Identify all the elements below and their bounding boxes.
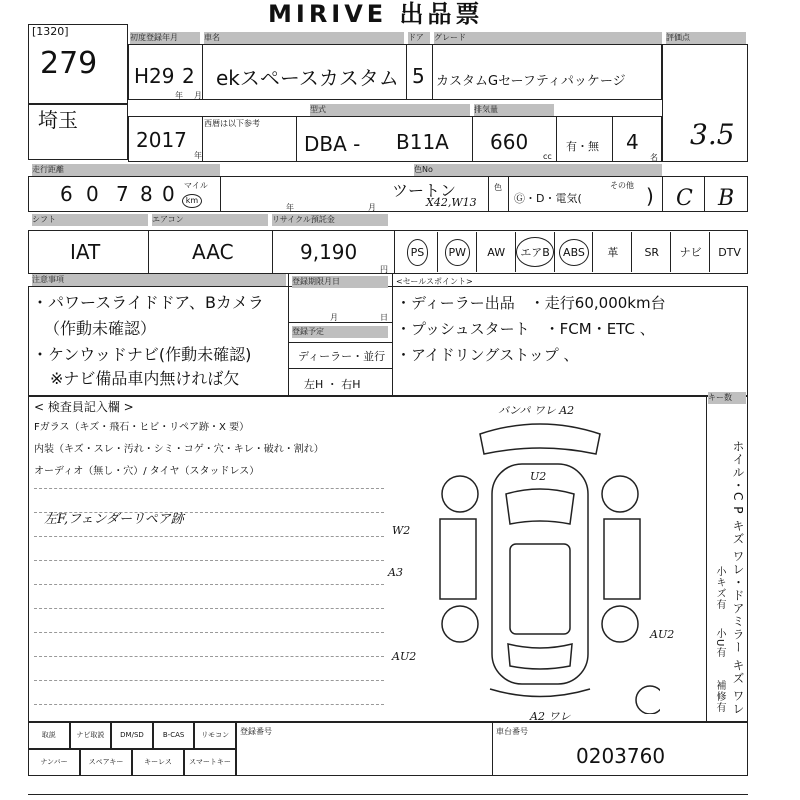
era-year: H29 bbox=[134, 64, 175, 88]
inspection-line bbox=[34, 632, 384, 633]
header-model: 型式 bbox=[310, 104, 470, 116]
windshield-shape bbox=[506, 489, 574, 524]
month-label: 月 bbox=[194, 91, 202, 100]
color-other: その他 bbox=[610, 181, 634, 190]
equipment-option bbox=[709, 232, 749, 272]
header-name: 車名 bbox=[204, 32, 404, 44]
mileage-digit-3: 7 bbox=[116, 182, 129, 206]
divider bbox=[706, 396, 707, 722]
mileage-digit-2: 0 bbox=[86, 182, 99, 206]
note-line-2: （作動未確認） bbox=[44, 319, 157, 338]
equipment-option bbox=[398, 232, 437, 272]
inspection-line bbox=[34, 704, 384, 705]
footer-cell: DM/SD bbox=[111, 722, 153, 749]
reg-month: 月 bbox=[330, 313, 338, 322]
roof-shape bbox=[510, 544, 570, 634]
divider bbox=[392, 274, 393, 396]
month-small: 月 bbox=[368, 203, 376, 212]
footer-cell: ナビ取説 bbox=[70, 722, 112, 749]
footer-cell: ナンバー bbox=[28, 749, 80, 776]
handle: 左H ・ 右H bbox=[304, 378, 361, 391]
header-transmission: シフト bbox=[32, 214, 148, 226]
header-aircon: エアコン bbox=[152, 214, 268, 226]
equipment-option-label: 革 bbox=[607, 246, 619, 259]
color-text: ツートン bbox=[392, 181, 457, 200]
dealer: ディーラー・並行 bbox=[298, 350, 386, 363]
turbo: 有・無 bbox=[566, 140, 599, 153]
car-diagram bbox=[420, 404, 660, 714]
divider bbox=[432, 44, 433, 100]
header-color: 色No bbox=[414, 164, 662, 176]
color-hand: X42,W13 bbox=[426, 196, 477, 209]
right-vertical-notes: ホイル・C P キズ ワレ・ドアミラー キズ ワレ bbox=[731, 440, 745, 716]
selling-points-label: <セールスポイント> bbox=[396, 277, 473, 286]
spare-wheel-shape bbox=[636, 686, 660, 714]
seats: 4 bbox=[626, 130, 639, 154]
footer-cell: リモコン bbox=[194, 722, 236, 749]
equipment-option-label: AW bbox=[487, 245, 506, 259]
inspection-audio: オーディオ（無し・穴）/ タイヤ（スタッドレス） bbox=[34, 466, 260, 477]
divider bbox=[236, 722, 237, 776]
divider bbox=[296, 116, 297, 162]
equipment-option-label: DTV bbox=[718, 245, 741, 259]
mileage-digit-4: 8 bbox=[140, 182, 153, 206]
rear-left-wheel-shape bbox=[442, 606, 478, 642]
equipment-options bbox=[398, 232, 748, 272]
mark-right-rear: AU2 bbox=[650, 628, 675, 641]
inspection-line bbox=[34, 560, 384, 561]
header-grade: グレード bbox=[434, 32, 662, 44]
selling-point-3: ・アイドリングストップ 、 bbox=[396, 346, 579, 364]
transmission: IAT bbox=[70, 240, 101, 264]
equipment-option-label: ABS bbox=[559, 239, 589, 266]
seats-unit: 名 bbox=[650, 153, 658, 162]
divider bbox=[202, 116, 203, 162]
mark-left-door: W2 bbox=[392, 524, 411, 537]
inspection-record-label: 登録予定 bbox=[292, 326, 388, 338]
divider bbox=[220, 176, 221, 212]
lot-number: 279 bbox=[40, 46, 98, 81]
reg-day: 日 bbox=[380, 313, 388, 322]
divider bbox=[288, 368, 392, 369]
inspection-interior: 内装（キズ・スレ・汚れ・シミ・コゲ・穴・キレ・破れ・割れ） bbox=[34, 444, 324, 455]
right-note-2: 小U有 bbox=[714, 628, 725, 659]
mark-rear: A2 ワレ bbox=[530, 710, 571, 723]
registration-label: 登録期限月日 bbox=[292, 276, 388, 288]
equipment-option-label: PW bbox=[445, 239, 471, 266]
prefecture: 埼玉 bbox=[38, 108, 78, 132]
selling-point-2: ・プッシュスタート ・FCM・ETC 、 bbox=[396, 320, 655, 338]
western-year: 2017 bbox=[136, 128, 187, 152]
inspection-line bbox=[34, 608, 384, 609]
mark-front: バンパ ワレ A2 bbox=[498, 404, 575, 417]
row3 bbox=[28, 176, 748, 212]
key-label: キー数 bbox=[708, 392, 746, 404]
header-score: 評価点 bbox=[666, 32, 746, 44]
rear-bumper-shape bbox=[490, 689, 590, 697]
divider bbox=[472, 116, 473, 162]
equipment-option-label: SR bbox=[644, 245, 660, 259]
front-right-wheel-shape bbox=[602, 476, 638, 512]
divider bbox=[612, 116, 613, 162]
inspection-glass: Fガラス（キズ・飛石・ヒビ・リペア跡・X 要） bbox=[34, 422, 250, 433]
header-notes: 注意事項 bbox=[32, 274, 286, 286]
inspection-label: < 検査員記入欄 > bbox=[34, 400, 134, 414]
divider bbox=[394, 230, 395, 274]
footer-cell: スペアキー bbox=[80, 749, 132, 776]
header-doors: ドア bbox=[408, 32, 430, 44]
western-label: 西暦は以下参考 bbox=[204, 119, 260, 128]
mileage-digit-1: 6 bbox=[60, 182, 73, 206]
inspection-line bbox=[34, 488, 384, 489]
equipment-option-label: ナビ bbox=[679, 246, 702, 259]
bottom-rule bbox=[28, 794, 748, 795]
inspection-handwritten: 左F,フェンダーリペア跡 bbox=[44, 512, 184, 527]
chassis-number: 0203760 bbox=[576, 744, 666, 768]
inspection-line bbox=[34, 584, 384, 585]
inspection-line bbox=[34, 680, 384, 681]
recycle-unit: 円 bbox=[380, 265, 388, 274]
divider bbox=[202, 44, 203, 100]
equipment-option bbox=[631, 232, 671, 272]
vehicle-name: ekスペースカスタム bbox=[216, 66, 399, 90]
divider bbox=[288, 274, 289, 396]
footer-cell: 取説 bbox=[28, 722, 70, 749]
footer-cell: スマートキー bbox=[184, 749, 236, 776]
header-year: 初度登録年月 bbox=[130, 32, 200, 44]
divider bbox=[704, 176, 705, 212]
reg-number-label: 登録番号 bbox=[240, 727, 272, 736]
header-cc: 排気量 bbox=[474, 104, 554, 116]
mileage-digit-5: 0 bbox=[162, 182, 175, 206]
inspection-line bbox=[34, 536, 384, 537]
aircon: AAC bbox=[192, 240, 234, 264]
right-side-shape bbox=[604, 519, 640, 599]
header-recycle: リサイクル預託金 bbox=[272, 214, 388, 226]
equipment-option bbox=[592, 232, 632, 272]
exterior-score: B bbox=[718, 186, 735, 211]
doors: 5 bbox=[412, 64, 425, 88]
mileage-unit-km: km bbox=[182, 194, 202, 208]
divider bbox=[556, 116, 557, 162]
year-small: 年 bbox=[286, 203, 294, 212]
divider bbox=[272, 230, 273, 274]
color-label: 色 bbox=[494, 183, 502, 192]
score: 3.5 bbox=[690, 118, 735, 151]
cc: 660 bbox=[490, 130, 529, 154]
lot-code: [1320] bbox=[32, 25, 69, 38]
era-label: 年 bbox=[175, 91, 183, 100]
inspection-line bbox=[34, 656, 384, 657]
right-note-3: 補修有 bbox=[714, 680, 725, 713]
equipment-option bbox=[554, 232, 594, 272]
right-note-1: 小キズ有 bbox=[714, 566, 725, 610]
header-mileage: 走行距離 bbox=[32, 164, 220, 176]
divider bbox=[662, 176, 663, 212]
divider bbox=[148, 230, 149, 274]
note-line-1: ・パワースライドドア、Bカメラ bbox=[32, 293, 264, 312]
model-code: B11A bbox=[396, 130, 449, 154]
mileage-unit-mile: マイル bbox=[184, 181, 208, 190]
recycle: 9,190 bbox=[300, 240, 358, 264]
front-left-wheel-shape bbox=[442, 476, 478, 512]
rear-right-wheel-shape bbox=[602, 606, 638, 642]
footer-cell: キーレス bbox=[132, 749, 184, 776]
page-title: MIRIVE 出品票 bbox=[268, 0, 484, 28]
divider bbox=[288, 322, 392, 323]
divider bbox=[492, 722, 493, 776]
mark-roof: U2 bbox=[530, 470, 547, 483]
left-side-shape bbox=[440, 519, 476, 599]
mark-left-side: A3 bbox=[388, 566, 403, 579]
interior-score: C bbox=[676, 186, 693, 211]
cc-unit: cc bbox=[543, 152, 552, 161]
equipment-option-label: エアB bbox=[516, 237, 554, 267]
footer-cell: B-CAS bbox=[153, 722, 195, 749]
selling-point-1: ・ディーラー出品 ・走行60,000km台 bbox=[396, 294, 666, 312]
equipment-option bbox=[437, 232, 477, 272]
divider bbox=[406, 44, 407, 100]
equipment-option bbox=[476, 232, 516, 272]
month: 2 bbox=[182, 64, 195, 88]
front-bumper-shape bbox=[480, 424, 600, 454]
model-prefix: DBA - bbox=[304, 132, 361, 156]
divider bbox=[288, 342, 392, 343]
color-close: ) bbox=[646, 184, 654, 208]
chassis-label: 車台番号 bbox=[496, 727, 528, 736]
western-year-label: 年 bbox=[194, 151, 202, 160]
equipment-option bbox=[515, 232, 555, 272]
mark-left-rear: AU2 bbox=[392, 650, 417, 663]
equipment-option bbox=[670, 232, 710, 272]
divider bbox=[488, 176, 489, 212]
note-line-4: ※ナビ備品車内無ければ欠 bbox=[50, 369, 240, 388]
grade: カスタムGセーフティパッケージ bbox=[436, 74, 626, 89]
equipment-option-label: PS bbox=[407, 239, 429, 266]
divider bbox=[508, 176, 509, 212]
color-option: Ⓖ・D・電気( bbox=[514, 192, 582, 205]
note-line-3: ・ケンウッドナビ(作動未確認) bbox=[32, 345, 252, 364]
rear-window-shape bbox=[508, 644, 572, 669]
